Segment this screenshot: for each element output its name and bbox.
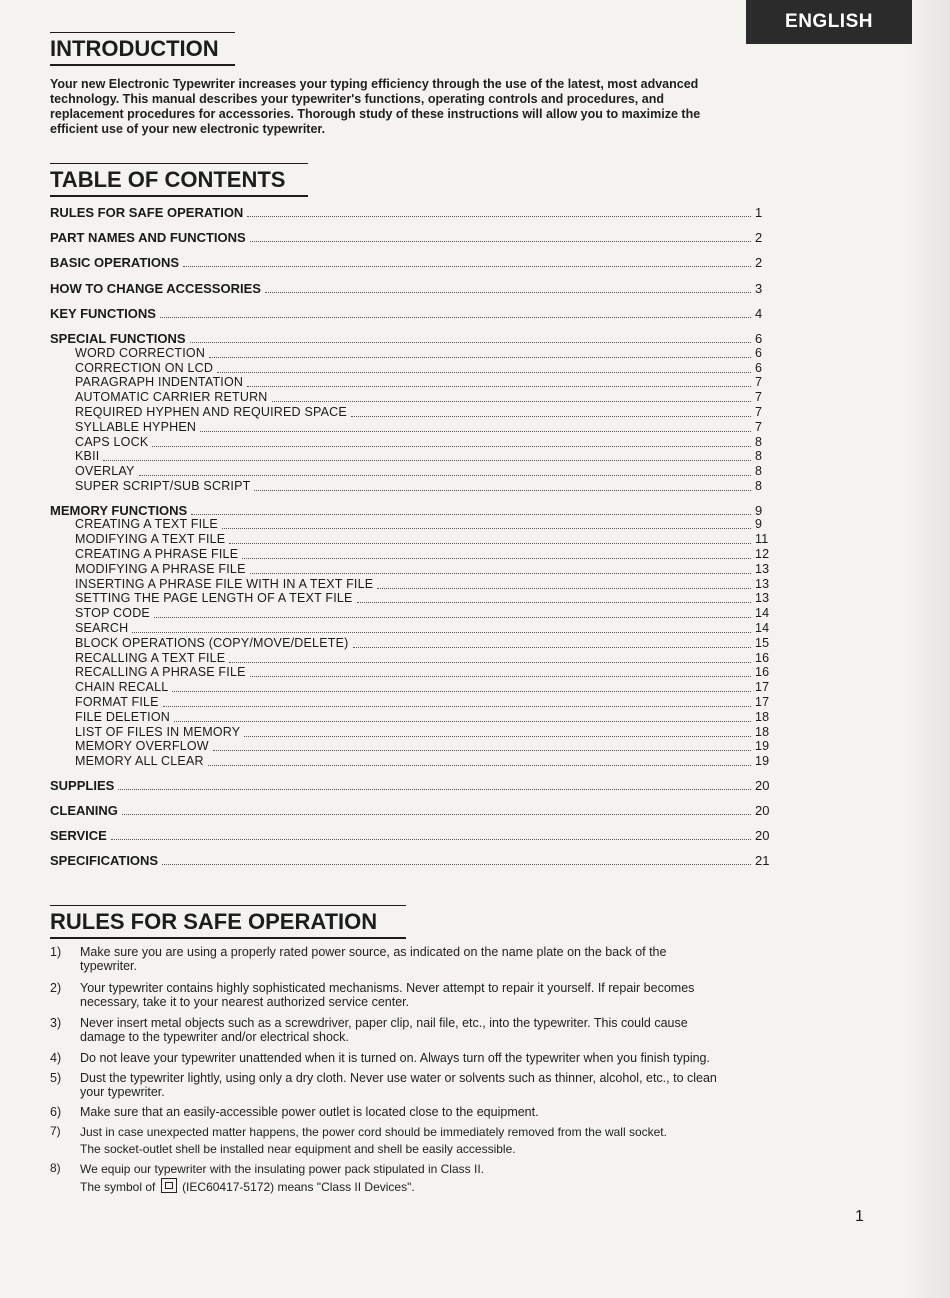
toc-entry-page: 7 [755, 405, 763, 419]
toc-leader-dots [162, 864, 751, 865]
toc-leader-dots [242, 558, 751, 559]
rule-line: Just in case unexpected matter happens, the power cord should be immediately removed from the wall socket. [80, 1125, 667, 1139]
rule-line: The socket-outlet shell be installed near equipment and shell be easily accessible. [80, 1142, 516, 1156]
toc-leader-dots [229, 662, 751, 663]
toc-leader-dots [250, 676, 751, 677]
toc-entry [50, 281, 775, 296]
toc-entry [75, 680, 775, 695]
rule-item [50, 1105, 840, 1119]
toc-entry-page: 8 [755, 434, 763, 449]
rule-line: Do not leave your typewriter unattended when it is turned on. Always turn off the typewriter when you finish typing. [80, 1051, 710, 1065]
toc-entry-page: 6 [755, 345, 763, 360]
toc-entry [75, 435, 775, 450]
toc-entry-page: 6 [755, 331, 763, 346]
toc-entry-page: 8 [755, 449, 763, 464]
rule-number: 5) [50, 1071, 62, 1085]
toc-entry-page: 15 [755, 635, 770, 650]
rules-heading: RULES FOR SAFE OPERATION [50, 905, 406, 939]
toc-leader-dots [139, 475, 751, 476]
toc-leader-dots [209, 357, 751, 358]
toc-entry-page: 18 [755, 724, 770, 739]
toc-leader-dots [244, 736, 751, 737]
toc-leader-dots [122, 814, 751, 815]
toc-entry [75, 665, 775, 680]
rule-text [80, 1105, 840, 1119]
toc-entry-page: 20 [755, 777, 770, 793]
toc-entry [75, 577, 775, 592]
toc-entry [75, 479, 775, 494]
toc-entry-page: 19 [755, 754, 770, 769]
toc-entry-page: 13 [755, 576, 770, 591]
rule-line: typewriter. [80, 959, 137, 973]
toc-entry [50, 205, 775, 220]
toc-entry-page: 16 [755, 665, 770, 680]
toc-entry-label: SERVICE [50, 828, 107, 843]
class-ii-symbol-icon [161, 1178, 177, 1193]
rule-line: Never insert metal objects such as a screwdriver, paper clip, nail file, etc., into the typewriter. This could cause [80, 1016, 688, 1030]
toc-leader-dots [208, 765, 751, 766]
toc-entry [75, 346, 775, 361]
toc-entry-page: 16 [755, 650, 770, 665]
rule-number: 8) [50, 1161, 61, 1175]
rule-line: Dust the typewriter lightly, using only a dry cloth. Never use water or solvents such as thinner, alcohol, etc., to clean [80, 1071, 717, 1085]
toc-entry-page: 2 [755, 255, 763, 271]
toc-leader-dots [377, 588, 751, 589]
toc-entry-label: BLOCK OPERATIONS (COPY/MOVE/DELETE) [75, 635, 349, 650]
toc-entry-page: 20 [755, 802, 770, 818]
toc-entry-page: 2 [755, 230, 763, 246]
toc-entry [50, 853, 775, 868]
toc-entry-label: CLEANING [50, 802, 118, 818]
toc-entry-page: 7 [755, 419, 763, 434]
rule-line: The symbol of [80, 1180, 156, 1194]
toc-leader-dots [213, 750, 751, 751]
toc-entry-label: INSERTING A PHRASE FILE WITH IN A TEXT FILE [75, 576, 374, 591]
rule-line: your typewriter. [80, 1085, 165, 1099]
toc-leader-dots [222, 528, 751, 529]
toc-entry [75, 449, 775, 464]
toc-leader-dots [353, 647, 752, 648]
toc-leader-dots [163, 706, 751, 707]
toc-entry-label: REQUIRED HYPHEN AND REQUIRED SPACE [75, 405, 347, 419]
toc-leader-dots [172, 691, 751, 692]
rule-text [80, 1124, 840, 1158]
rule-item [50, 1161, 840, 1196]
toc-leader-dots [254, 490, 751, 491]
toc-entry-label: RECALLING A PHRASE FILE [75, 665, 246, 680]
toc-entry-label: SEARCH [75, 620, 129, 635]
toc-entry-page: 6 [755, 360, 763, 375]
toc-entry-page: 17 [755, 680, 770, 695]
toc-leader-dots [247, 386, 751, 387]
toc-entry-page: 9 [755, 502, 763, 518]
rule-text [80, 1161, 840, 1196]
toc-leader-dots [265, 292, 751, 293]
intro-line: Your new Electronic Typewriter increases your typing efficiency through the use of the latest, most advanced [50, 77, 699, 91]
toc-entry-label: FORMAT FILE [75, 694, 159, 709]
toc-entry [75, 710, 775, 725]
rule-text [80, 981, 840, 1009]
toc-heading: TABLE OF CONTENTS [50, 163, 308, 197]
toc-entry [75, 375, 775, 390]
toc-entry-label: MEMORY ALL CLEAR [75, 754, 204, 769]
toc-leader-dots [190, 342, 751, 343]
toc-entry-label: KBII [75, 449, 100, 464]
toc-entry-label: SYLLABLE HYPHEN [75, 419, 197, 434]
rule-item [50, 981, 840, 1009]
toc-leader-dots [191, 514, 751, 515]
toc-entry-label: SUPPLIES [50, 777, 115, 793]
toc-leader-dots [217, 372, 751, 373]
rule-text [80, 1071, 840, 1099]
toc-entry-label: KEY FUNCTIONS [50, 305, 156, 321]
rule-item [50, 945, 840, 973]
toc-entry [50, 828, 775, 843]
intro-line: technology. This manual describes your typewriter's functions, operating controls and procedures, and [50, 92, 664, 106]
rule-number: 7) [50, 1124, 61, 1138]
toc-entry-page: 11 [755, 532, 769, 547]
toc-entry [75, 547, 775, 562]
rule-number: 6) [50, 1105, 62, 1119]
rule-line: Make sure you are using a properly rated power source, as indicated on the name plate on the back of the [80, 945, 667, 959]
toc-entry [75, 405, 775, 420]
toc-entry-page: 8 [755, 479, 763, 493]
toc-entry-page: 17 [755, 694, 770, 709]
rule-text [80, 945, 840, 973]
toc-entry-label: MODIFYING A TEXT FILE [75, 532, 226, 547]
toc-entry-label: RULES FOR SAFE OPERATION [50, 205, 244, 220]
rule-item [50, 1016, 840, 1044]
introduction-heading: INTRODUCTION [50, 32, 235, 66]
toc-entry-label: CREATING A PHRASE FILE [75, 546, 239, 561]
toc-leader-dots [111, 839, 751, 840]
toc-entry-label: RECALLING A TEXT FILE [75, 650, 226, 665]
toc-entry [50, 331, 775, 346]
rule-number: 4) [50, 1051, 62, 1065]
toc-entry [75, 695, 775, 710]
toc-entry-page: 14 [755, 606, 770, 621]
toc-entry [75, 517, 775, 532]
toc-entry [75, 739, 775, 754]
rule-text [80, 1051, 840, 1065]
toc-entry-label: SETTING THE PAGE LENGTH OF A TEXT FILE [75, 591, 353, 606]
intro-line: replacement procedures for accessories. Thorough study of these instructions will allow you to maximize the [50, 107, 701, 121]
rule-line: We equip our typewriter with the insulating power pack stipulated in Class II. [80, 1162, 484, 1176]
toc-entry-label: OVERLAY [75, 464, 135, 479]
toc-entry [50, 230, 775, 245]
toc-leader-dots [152, 446, 751, 447]
toc-leader-dots [118, 789, 751, 790]
toc-entry [75, 591, 775, 606]
toc-entry-label: SUPER SCRIPT/SUB SCRIPT [75, 479, 251, 493]
toc-leader-dots [160, 317, 751, 318]
toc-leader-dots [250, 573, 751, 574]
toc-leader-dots [132, 632, 751, 633]
toc-leader-dots [154, 617, 751, 618]
toc-entry-page: 8 [755, 464, 763, 479]
toc-entry-page: 9 [755, 517, 763, 532]
toc-entry-page: 12 [755, 546, 770, 561]
toc-entry-label: AUTOMATIC CARRIER RETURN [75, 390, 268, 405]
page-edge-shadow [905, 0, 950, 1298]
toc-entry-label: BASIC OPERATIONS [50, 255, 180, 271]
toc-entry-page: 13 [755, 561, 770, 576]
toc-entry-label: CORRECTION ON LCD [75, 360, 214, 375]
toc-leader-dots [357, 602, 751, 603]
toc-entry [75, 606, 775, 621]
toc-leader-dots [183, 266, 751, 267]
rule-line: necessary, take it to your nearest authorized service center. [80, 995, 410, 1009]
toc-entry [50, 503, 775, 518]
toc-entry [50, 778, 775, 793]
toc-entry-page: 20 [755, 828, 770, 843]
language-tab: ENGLISH [746, 0, 912, 44]
introduction-text [50, 77, 840, 137]
toc-entry-label: MEMORY FUNCTIONS [50, 502, 188, 518]
toc-entry-label: STOP CODE [75, 606, 150, 621]
toc-entry-label: FILE DELETION [75, 709, 170, 724]
toc-entry-label: CREATING A TEXT FILE [75, 517, 218, 532]
rule-line: damage to the typewriter and/or electrical shock. [80, 1030, 349, 1044]
toc-entry [75, 636, 775, 651]
toc-entry-label: HOW TO CHANGE ACCESSORIES [50, 280, 261, 296]
rule-item [50, 1071, 840, 1099]
intro-line: efficient use of your new electronic typewriter. [50, 122, 326, 136]
rule-item [50, 1051, 840, 1065]
toc-entry-page: 1 [755, 205, 763, 220]
toc-entry-label: CHAIN RECALL [75, 680, 169, 695]
toc-leader-dots [200, 431, 751, 432]
toc-entry [50, 255, 775, 270]
toc-entry-page: 19 [755, 739, 770, 754]
rule-line-symbol [80, 1178, 840, 1196]
toc-entry [75, 725, 775, 740]
rule-line: (IEC60417-5172) means "Class II Devices". [182, 1180, 415, 1194]
toc-entry-page: 3 [755, 280, 763, 296]
toc-leader-dots [250, 241, 751, 242]
toc-entry-page: 7 [755, 375, 763, 390]
toc-entry-label: SPECIFICATIONS [50, 853, 159, 869]
toc-leader-dots [351, 416, 751, 417]
toc-entry [75, 420, 775, 435]
toc-entry-page: 4 [755, 305, 763, 321]
rule-number: 2) [50, 981, 62, 995]
toc-entry-label: LIST OF FILES IN MEMORY [75, 724, 241, 739]
toc-entry [75, 562, 775, 577]
toc-leader-dots [247, 216, 751, 217]
toc-entry-page: 14 [755, 620, 770, 635]
rule-number: 1) [50, 945, 62, 959]
rule-text [80, 1016, 840, 1044]
toc-leader-dots [229, 543, 751, 544]
toc-entry-page: 13 [755, 591, 770, 606]
toc-entry [75, 651, 775, 666]
toc-entry [75, 361, 775, 376]
toc-entry-label: SPECIAL FUNCTIONS [50, 331, 186, 346]
toc-entry [75, 390, 775, 405]
rule-item [50, 1124, 840, 1158]
toc-entry [75, 621, 775, 636]
toc-entry-label: WORD CORRECTION [75, 345, 206, 360]
rule-line: Make sure that an easily-accessible power outlet is located close to the equipment. [80, 1105, 539, 1119]
toc-entry-page: 21 [755, 853, 770, 869]
toc-entry [50, 306, 775, 321]
toc-leader-dots [103, 460, 751, 461]
toc-entry-label: CAPS LOCK [75, 434, 149, 449]
rule-number: 3) [50, 1016, 62, 1030]
toc-entry-label: MEMORY OVERFLOW [75, 739, 209, 754]
toc-entry [75, 464, 775, 479]
toc-entry-page: 7 [755, 390, 763, 405]
toc-entry-label: PARAGRAPH INDENTATION [75, 375, 244, 390]
toc-leader-dots [272, 401, 751, 402]
toc-entry-label: PART NAMES AND FUNCTIONS [50, 230, 246, 246]
toc-entry-page: 18 [755, 709, 770, 724]
rule-line: Your typewriter contains highly sophisticated mechanisms. Never attempt to repair it yourself. If repair becomes [80, 981, 695, 995]
toc-entry [75, 532, 775, 547]
toc-entry [50, 803, 775, 818]
page-number: 1 [855, 1208, 864, 1225]
toc-entry [75, 754, 775, 769]
toc-leader-dots [174, 721, 751, 722]
toc-entry-label: MODIFYING A PHRASE FILE [75, 561, 246, 576]
